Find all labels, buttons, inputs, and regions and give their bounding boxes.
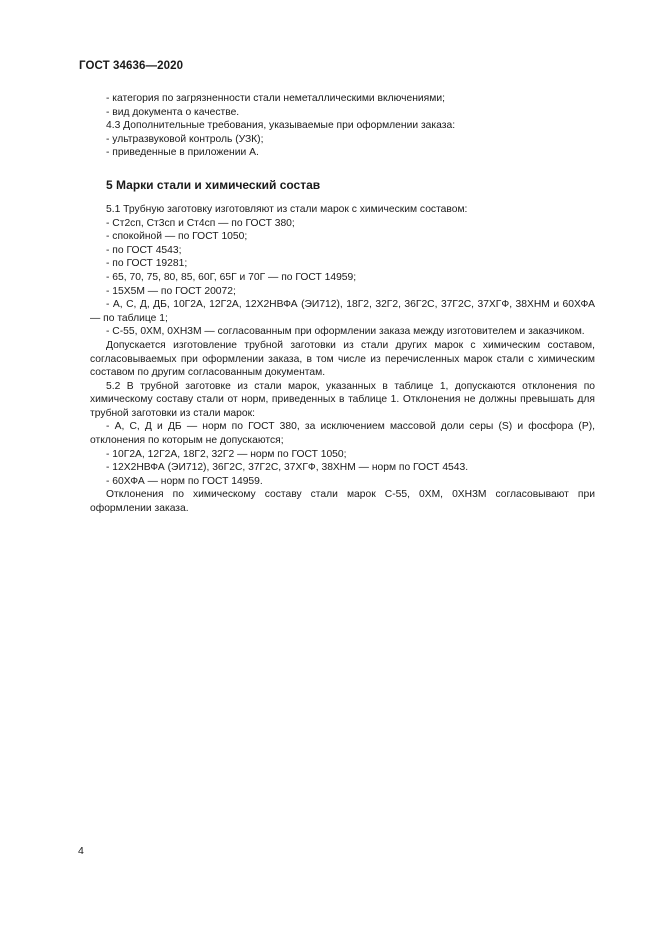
paragraph: - по ГОСТ 19281; — [106, 258, 188, 270]
paragraph: - по ГОСТ 4543; — [106, 244, 182, 256]
paragraph: Допускается изготовление трубной заготовки из стали других марок с химическим составом, согласовываемых при оформлении заказа, в том числе из перечисленных марок стали с химическим составом по другим согласованным документам. — [90, 339, 595, 379]
paragraph: - приведенные в приложении А. — [106, 147, 259, 159]
paragraph: - 60ХФА — норм по ГОСТ 14959. — [106, 475, 263, 487]
paragraph: - А, С, Д, ДБ, 10Г2А, 12Г2А, 12Х2НВФА (ЭИ712), 18Г2, 32Г2, 36Г2С, 37Г2С, 37ХГФ, 38ХНМ и 60ХФА — по таблице 1; — [90, 299, 595, 324]
page-number: 4 — [78, 845, 84, 857]
paragraph: 5.2 В трубной заготовке из стали марок, указанных в таблице 1, допускаются отклонения по химическому составу стали от норм, приведенных в таблице 1. Отклонения не должны превышать для трубной заготовки из стали марок: — [90, 380, 595, 419]
paragraph: - 15Х5М — по ГОСТ 20072; — [106, 285, 236, 297]
paragraph: 4.3 Дополнительные требования, указываемые при оформлении заказа: — [106, 120, 456, 132]
paragraph: - ультразвуковой контроль (УЗК); — [106, 133, 264, 145]
paragraph: - А, С, Д и ДБ — норм по ГОСТ 380, за исключением массовой доли серы (S) и фосфора (Р), отклонения по которым не допускаются; — [90, 421, 595, 447]
paragraph: - С-55, 0ХМ, 0ХН3М — согласованным при оформлении заказа между изготовителем и заказчиком. — [106, 326, 585, 338]
paragraph: - 12Х2НВФА (ЭИ712), 36Г2С, 37Г2С, 37ХГФ, 38ХНМ — норм по ГОСТ 4543. — [106, 462, 469, 474]
paragraph: - 10Г2А, 12Г2А, 18Г2, 32Г2 — норм по ГОСТ 1050; — [106, 448, 347, 460]
paragraph: - категория по загрязненности стали неметаллическими включениями; — [106, 93, 445, 104]
document-body — [90, 92, 595, 516]
paragraph: Отклонения по химическому составу стали марок С-55, 0ХМ, 0ХН3М согласовывают при оформлении заказа. — [90, 489, 595, 515]
paragraph: - вид документа о качестве. — [106, 106, 240, 118]
section-heading: 5 Марки стали и химический состав — [106, 177, 321, 192]
paragraph: 5.1 Трубную заготовку изготовляют из стали марок с химическим составом: — [106, 203, 468, 215]
paragraph: - 65, 70, 75, 80, 85, 60Г, 65Г и 70Г — по ГОСТ 14959; — [106, 271, 357, 283]
paragraph: - Ст2сп, Ст3сп и Ст4сп — по ГОСТ 380; — [106, 217, 295, 229]
document-header: ГОСТ 34636—2020 — [79, 60, 184, 72]
paragraph: - спокойной — по ГОСТ 1050; — [106, 231, 248, 243]
